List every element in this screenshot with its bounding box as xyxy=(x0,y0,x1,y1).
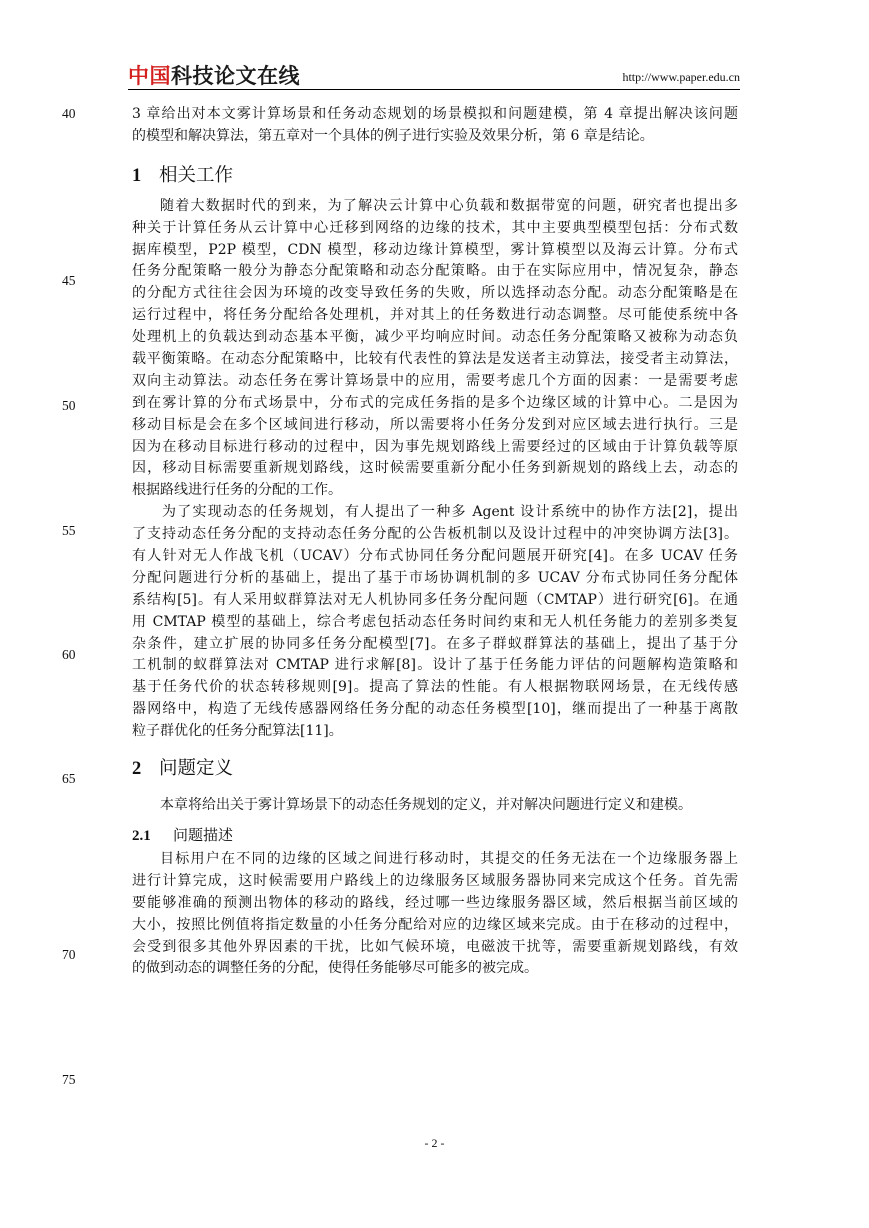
body-line: 据库模型，P2P 模型，CDN 模型，移动边缘计算模型，雾计算模型以及海云计算。分布式 xyxy=(132,241,738,258)
body-line: 3 章给出对本文雾计算场景和任务动态规划的场景模拟和问题建模，第 4 章提出解决该问题 xyxy=(132,106,738,122)
body-line: 分配问题进行分析的基础上，提出了基于市场协调机制的多 UCAV 分布式协同任务分配体 xyxy=(132,569,738,586)
logo-part-2: 科技论文在线 xyxy=(171,64,300,88)
body-line: 基于任务代价的状态转移规则[9]。提高了算法的性能。有人根据物联网场景，在无线传感 xyxy=(132,679,738,696)
line-number: 55 xyxy=(62,523,76,538)
body-line: 双向主动算法。动态任务在雾计算场景中的应用，需要考虑几个方面的因素：一是需要考虑 xyxy=(132,372,738,389)
body-line: 杂条件，建立扩展的协同多任务分配模型[7]。在多子群蚁群算法的基础上，提出了基于分 xyxy=(132,635,738,652)
body-line: 处理机上的负载达到动态基本平衡，减少平均响应时间。动态任务分配策略又被称为动态负 xyxy=(132,329,738,346)
line-number: 70 xyxy=(62,947,76,962)
page-number: - 2 - xyxy=(424,1136,445,1150)
body-line: 随着大数据时代的到来，为了解决云计算中心负载和数据带宽的问题，研究者也提出多 xyxy=(160,197,738,214)
section-number: 1 xyxy=(132,165,142,186)
section-number: 2 xyxy=(132,759,142,780)
header-rule xyxy=(128,89,740,90)
body-line: 载平衡策略。在动态分配策略中，比较有代表性的算法是发送者主动算法，接受者主动算法， xyxy=(132,351,738,368)
body-line: 大小，按照比例值将指定数量的小任务分配给对应的边缘区域来完成。由于在移动的过程中， xyxy=(132,916,738,933)
section-heading xyxy=(132,148,738,196)
body-line: 的做到动态的调整任务的分配，使得任务能够尽可能多的被完成。 xyxy=(132,960,538,977)
body-line: 因为在移动目标进行移动的过程中，因为事先规划路线上需要经过的区域由于计算负载等原 xyxy=(132,438,738,455)
body-line: 有人针对无人作战飞机（UCAV）分布式协同任务分配问题展开研究[4]。在多 UCAV 任务 xyxy=(132,548,738,565)
body-line: 工机制的蚁群算法对 CMTAP 进行求解[8]。设计了基于任务能力评估的问题解构造策略和 xyxy=(132,657,738,674)
line-number: 50 xyxy=(62,398,76,413)
site-url: http://www.paper.edu.cn xyxy=(622,70,740,84)
line-number: 65 xyxy=(62,771,76,786)
body-line: 为了实现动态的任务规划，有人提出了一种多 Agent 设计系统中的协作方法[2]，提出 xyxy=(162,504,738,521)
body-line: 会受到很多其他外界因素的干扰，比如气候环境，电磁波干扰等，需要重新规划路线，有效 xyxy=(132,938,738,955)
section-title: 相关工作 xyxy=(159,164,234,186)
body-line: 运行过程中，将任务分配给各处理机，并对其上的任务数进行动态调整。尽可能使系统中各 xyxy=(132,307,738,324)
body-line: 系结构[5]。有人采用蚁群算法对无人机协同多任务分配问题（CMTAP）进行研究[6]。在通 xyxy=(132,591,738,608)
body-line: 移动目标是会在多个区域间进行移动，所以需要将小任务分发到对应区域去进行执行。三是 xyxy=(132,416,738,433)
body-line: 目标用户在不同的边缘的区域之间进行移动时，其提交的任务无法在一个边缘服务器上 xyxy=(160,850,738,867)
line-number: 40 xyxy=(62,106,76,121)
body-line: 了支持动态任务分配的支持动态任务分配的公告板机制以及设计过程中的冲突协调方法[3]。 xyxy=(132,526,738,543)
logo-part-1: 中国 xyxy=(128,64,171,88)
body-line: 任务分配策略一般分为静态分配策略和动态分配策略。由于在实际应用中，情况复杂，静态 xyxy=(132,263,738,280)
journal-logo xyxy=(128,62,300,90)
body-line: 到在雾计算的分布式场景中，分布式的完成任务指的是多个边缘区域的计算中心。二是因为 xyxy=(132,394,738,411)
body-line: 的模型和解决算法，第五章对一个具体的例子进行实验及效果分析，第 6 章是结论。 xyxy=(132,127,654,144)
subsection-heading xyxy=(132,821,738,849)
line-number: 60 xyxy=(62,647,76,662)
body-line: 器网络中，构造了无线传感器网络任务分配的动态任务模型[10]，继而提出了一种基于离散 xyxy=(132,701,738,718)
body-line: 根据路线进行任务的分配的工作。 xyxy=(132,482,342,499)
line-number: 75 xyxy=(62,1072,76,1087)
body-line: 粒子群优化的任务分配算法[11]。 xyxy=(132,723,343,740)
subsection-title: 问题描述 xyxy=(173,825,234,844)
body-line: 因，移动目标需要重新规划路线，这时候需要重新分配小任务到新规划的路线上去，动态的 xyxy=(132,460,738,477)
subsection-number: 2.1 xyxy=(132,827,151,844)
body-line: 本章将给出关于雾计算场景下的动态任务规划的定义，并对解决问题进行定义和建模。 xyxy=(160,797,692,814)
section-heading xyxy=(132,743,738,795)
body-line: 种关于计算任务从云计算中心迁移到网络的边缘的技术，其中主要典型模型包括：分布式数 xyxy=(132,219,738,236)
body-line: 要能够准确的预测出物体的移动的路线，经过哪一些边缘服务器区域，然后根据当前区域的 xyxy=(132,894,738,911)
body-line: 用 CMTAP 模型的基础上，综合考虑包括动态任务时间约束和无人机任务能力的差别多类复 xyxy=(132,613,738,630)
body-line: 的分配方式往往会因为环境的改变导致任务的失败，所以选择动态分配。动态分配策略是在 xyxy=(132,285,738,302)
paper-body xyxy=(132,104,738,980)
body-line: 进行计算完成，这时候需要用户路线上的边缘服务区域服务器协同来完成这个任务。首先需 xyxy=(132,872,738,889)
page-header xyxy=(128,62,740,90)
line-number: 45 xyxy=(62,273,76,288)
section-title: 问题定义 xyxy=(159,758,234,780)
